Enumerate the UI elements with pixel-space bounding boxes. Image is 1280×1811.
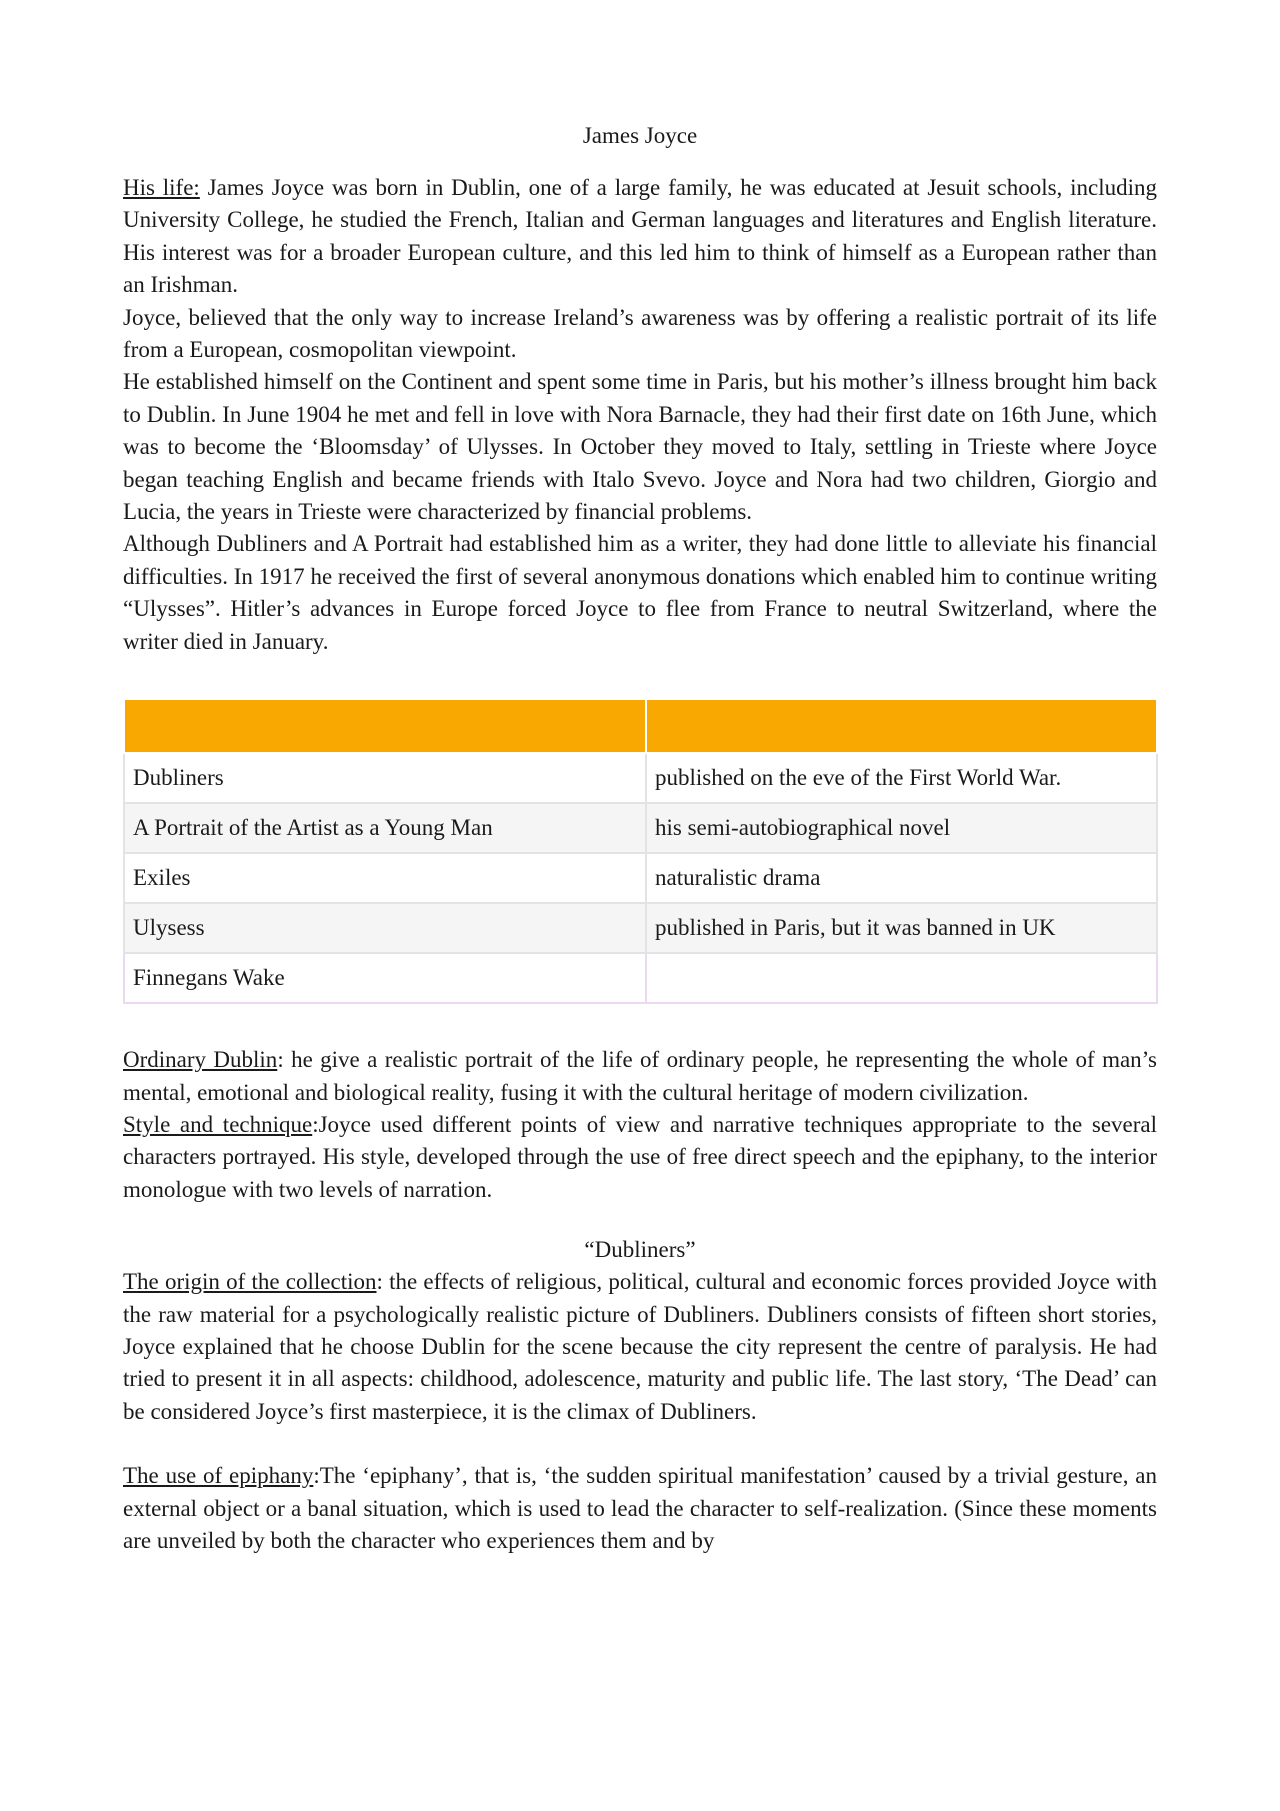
work-title-cell: Dubliners	[124, 753, 646, 803]
epiphany-paragraph	[123, 1460, 1157, 1557]
works-table-header-row	[124, 699, 1157, 753]
life-paragraph-4: Although Dubliners and A Portrait had established him as a writer, they had done little to alleviate his financial difficulties. In 1917 he received the first of several anonymous donations which enabled him to continue writing “Ulysses”. Hitler’s advances in Europe forced Joyce to flee from France to neutral Switzerland, where the writer died in January.	[123, 531, 1157, 654]
origin-text: : the effects of religious, political, cultural and economic forces provided Joyce with the raw material for a psychologically realistic picture of Dubliners. Dubliners consists of fifteen short stories, Joyce explained that he choose Dublin for the scene because the city represent the centre of paralysis. He had tried to present it in all aspects: childhood, adolescence, maturity and public life. The last story, ‘The Dead’ can be considered Joyce’s first masterpiece, it is the climax of Dubliners.	[123, 1269, 1157, 1424]
dubliners-heading: “Dubliners”	[584, 1237, 696, 1263]
epiphany-label: The use of epiphany	[123, 1463, 314, 1489]
works-table-header-cell-2	[646, 699, 1157, 753]
life-text-1: James Joyce was born in Dublin, one of a large family, he was educated at Jesuit schools, including University College, he studied the French, Italian and German languages and literatures and English literature. His interest was for a broader European culture, and this led him to think of himself as a European rather than an Irishman.	[123, 175, 1157, 298]
works-table-container	[123, 698, 1157, 1004]
page-title: James Joyce	[582, 123, 698, 148]
work-title-cell: Exiles	[124, 853, 646, 903]
table-row	[124, 853, 1157, 903]
ordinary-dublin-label: Ordinary Dublin	[123, 1047, 278, 1073]
origin-paragraph	[123, 1266, 1157, 1428]
ordinary-dublin-paragraph	[123, 1044, 1157, 1109]
work-note-cell	[646, 953, 1157, 1003]
work-note-cell: his semi-autobiographical novel	[646, 803, 1157, 853]
style-technique-paragraph	[123, 1109, 1157, 1206]
table-row	[124, 903, 1157, 953]
paragraph-spacer	[123, 1428, 1157, 1460]
life-paragraph-3: He established himself on the Continent and spent some time in Paris, but his mother’s illness brought him back to Dublin. In June 1904 he met and fell in love with Nora Barnacle, they had their first date on 16th June, which was to become the ‘Bloomsday’ of Ulysses. In October they moved to Italy, settling in Trieste where Joyce began teaching English and became friends with Italo Svevo. Joyce and Nora had two children, Giorgio and Lucia, the years in Trieste were characterized by financial problems.	[123, 369, 1157, 525]
work-note-cell: naturalistic drama	[646, 853, 1157, 903]
work-note-cell: published on the eve of the First World War.	[646, 753, 1157, 803]
style-technique-label: Style and technique	[123, 1111, 313, 1137]
table-row	[124, 753, 1157, 803]
work-title-cell: A Portrait of the Artist as a Young Man	[124, 803, 646, 853]
works-table	[123, 698, 1158, 1004]
works-table-header-cell-1	[124, 699, 646, 753]
work-title-cell: Ulysess	[124, 903, 646, 953]
epiphany-text: :The ‘epiphany’, that is, ‘the sudden spiritual manifestation’ caused by a trivial gesture, an external object or a banal situation, which is used to lead the character to self-realization. (Since these moments are unveiled by both the character who experiences them and by	[123, 1463, 1157, 1553]
life-paragraph-1	[123, 172, 1157, 302]
ordinary-dublin-text: : he give a realistic portrait of the life of ordinary people, he representing the whole of man’s mental, emotional and biological reality, fusing it with the cultural heritage of modern civilization.	[123, 1047, 1158, 1105]
life-paragraph-2: Joyce, believed that the only way to increase Ireland’s awareness was by offering a realistic portrait of its life from a European, cosmopolitan viewpoint.	[123, 304, 1157, 363]
work-note-cell: published in Paris, but it was banned in UK	[646, 903, 1157, 953]
life-label: His life:	[123, 175, 200, 200]
style-technique-text: :Joyce used different points of view and narrative techniques appropriate to the several characters portrayed. His style, developed through the use of free direct speech and the epiphany, to the interior monologue with two levels of narration.	[123, 1111, 1157, 1202]
origin-label: The origin of the collection	[123, 1269, 377, 1295]
work-title-cell: Finnegans Wake	[124, 953, 646, 1003]
table-row	[124, 803, 1157, 853]
table-row	[124, 953, 1157, 1003]
